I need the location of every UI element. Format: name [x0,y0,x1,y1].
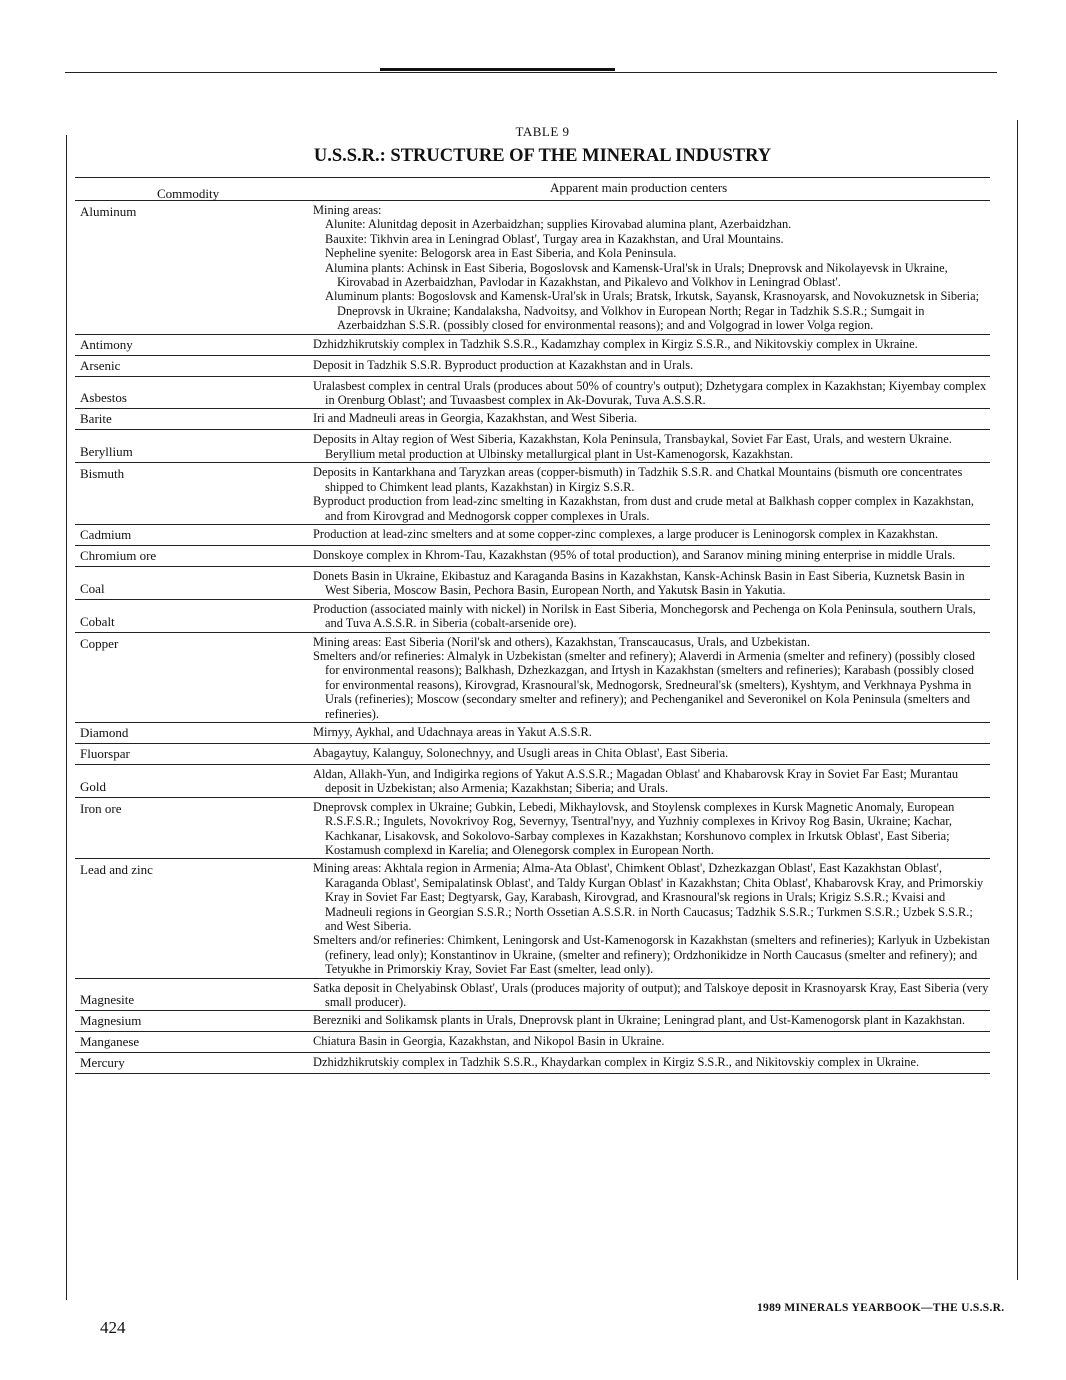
commodity-cell: Diamond [80,724,129,740]
production-center-text: Mining areas: Akhtala region in Armenia; Alma-Ata Oblast', Chimkent Oblast', Dzhezkazgan Oblast', East Kazakhstan Oblast', Karaganda Oblast', Semipalatinsk Oblast', and Taldy Kurgan Oblast' in Kazakhstan; Chita Oblast', Khabarovsk Kray, and Primorskiy Kray in Soviet Far East; Degtyarsk, Gay, Karabash, Kirovgrad, and Krasnoural'sk regions in Urals; Krigiz S.S.R.; Kvaisi and Madneuli regions in Georgian S.S.R.; North Ossetian A.S.S.R. in North Caucasus; Tadzhik S.S.R.; Turkmen S.S.R.; Uzbek S.S.R.; and West Siberia. [313,861,984,934]
table-row [75,1011,990,1032]
page-top-rule-accent [380,68,615,71]
table-row [75,1032,990,1053]
production-centers-cell [313,335,990,352]
left-margin-rule [66,135,67,1300]
right-margin-rule [1017,120,1018,1280]
production-center-text: Deposits in Altay region of West Siberia, Kazakhstan, Kola Peninsula, Transbaykal, Soviet Far East, Urals, and western Ukraine. Beryllium metal production at Ulbinsky metallurgical plant in Ust-Kamenogorsk, Kazakhstan. [313,432,952,461]
production-center-text: Alunite: Alunitdag deposit in Azerbaidzhan; supplies Kirovabad alumina plant, Azerbaidzhan. [325,217,792,232]
table-row [75,356,990,377]
production-center-text: Dzhidzhikrutskiy complex in Tadzhik S.S.R., Khaydarkan complex in Kirgiz S.S.R., and Nikitovskiy complex in Ukraine. [313,1055,920,1070]
production-centers-cell [313,525,990,542]
production-centers-cell [313,567,990,599]
table-row [75,525,990,546]
production-center-text: Dneprovsk complex in Ukraine; Gubkin, Lebedi, Mikhaylovsk, and Stoylensk complexes in Kursk Magnetic Anomaly, European R.S.F.S.R.; Ingulets, Novokrivoy Rog, Severnyy, Tsentral'nyy, and Yuzhniy complexes in Krivoy Rog Basin, Ukraine; Kachar, Kachkanar, Lisakovsk, and Sokolovo-Sarbay complexes in Kazakhstan; Korshunovo complex in Irkutsk Oblast', East Siberia; Kostamush complexd in Karelia; and Olenegorsk complex in European North. [313,799,955,857]
production-centers-cell [313,600,990,632]
commodity-cell: Coal [80,580,105,596]
table-title: U.S.S.R.: STRUCTURE OF THE MINERAL INDUSTRY [313,146,772,166]
production-center-text: Dzhidzhikrutskiy complex in Tadzhik S.S.R., Kadamzhay complex in Kirgiz S.S.R., and Nikitovskiy complex in Ukraine. [313,336,918,351]
production-centers-cell [313,744,990,761]
table-row [75,567,990,600]
commodity-cell: Gold [80,778,106,794]
table-row [75,859,990,978]
production-center-text: Donets Basin in Ukraine, Ekibastuz and Karaganda Basins in Kazakhstan, Kansk-Achinsk Basin in East Siberia, Kuznetsk Basin in West Siberia, Moscow Basin, Pechora Basin, European North, and Yakutsk Basin in Yakutia. [313,568,965,598]
page-number: 424 [100,1318,126,1337]
production-center-text: Iri and Madneuli areas in Georgia, Kazakhstan, and West Siberia. [313,411,638,426]
table-row [75,546,990,567]
commodity-cell: Cadmium [80,526,132,542]
production-center-text: Production at lead-zinc smelters and at some copper-zinc complexes, a large producer is Leninogorsk complex in Kazakhstan. [313,526,939,541]
table-row [75,463,990,525]
commodity-cell: Bismuth [80,466,125,482]
commodity-cell: Aluminum [80,204,137,219]
production-center-text: Byproduct production from lead-zinc smelting in Kazakhstan, from dust and crude metal at Balkhash copper complex in Kazakhstan, and from Kirovgrad and Mednogorsk copper complexes in Urals. [313,494,974,523]
commodity-cell: Lead and zinc [80,862,153,878]
table-row [75,600,990,633]
commodity-cell: Cobalt [80,613,115,629]
production-center-text: Uralasbest complex in central Urals (produces about 50% of country's output); Dzhetygara complex in Kazakhstan; Kiyembay complex in Orenburg Oblast'; and Tuvaasbest complex in Ak-Dovurak, Tuva A.S.S.R. [313,378,987,408]
table-body [75,201,990,1074]
production-centers-cell [313,798,990,859]
production-centers-cell [313,201,990,334]
production-center-text: Bauxite: Tikhvin area in Leningrad Oblast', Turgay area in Kazakhstan, and Ural Mountains. [325,231,784,246]
production-centers-cell [313,765,990,797]
commodity-cell: Copper [80,635,119,651]
column-header-commodity: Commodity [157,186,220,201]
table-row [75,409,990,430]
production-center-text: Aluminum plants: Bogoslovsk and Kamensk-Ural'sk in Urals; Bratsk, Irkutsk, Sayansk, Krasnoyarsk, and Novokuznetsk in Siberia; Dneprovsk in Ukraine; Kandalaksha, Nadvoitsy, and Volkhov in European North; Regar in Tadzhik S.S.R.; Sumgait in Azerbaidzhan S.S.R. (possibly closed for environmental reasons); and and Volgograd in lower Volga region. [325,289,980,333]
commodity-cell: Magnesium [80,1013,142,1029]
column-header-production-centers: Apparent main production centers [550,180,728,195]
table-frame [75,124,990,1074]
production-center-text: Chiatura Basin in Georgia, Kazakhstan, and Nikopol Basin in Ukraine. [313,1034,665,1049]
commodity-cell: Manganese [80,1034,140,1050]
production-center-text: Alumina plants: Achinsk in East Siberia, Bogoslovsk and Kamensk-Ural'sk in Urals; Dneprovsk and Nikolayevsk in Ukraine, Kirovabad in Azerbaidzhan, Pavlodar in Kazakhstan, and Pikalevo and Volkhov in Leningrad Oblast'. [325,260,948,290]
page-top-rule [65,72,997,73]
production-center-text: Donskoye complex in Khrom-Tau, Kazakhstan (95% of total production), and Saranov mining mining enterprise in middle Urals. [313,547,956,562]
table-row [75,1053,990,1074]
production-centers-cell [313,463,990,524]
production-centers-cell [313,1032,990,1049]
production-centers-cell [313,1053,990,1070]
production-centers-cell [313,979,990,1011]
commodity-cell: Beryllium [80,444,133,460]
production-centers-cell [313,377,990,409]
commodity-cell: Asbestos [80,390,127,406]
production-center-text: Aldan, Allakh-Yun, and Indigirka regions of Yakut A.S.S.R.; Magadan Oblast' and Khabarovsk Kray in Soviet Far East; Murantau deposit in Uzbekistan; also Armenia; Kazakhstan; Siberia; and Urals. [313,766,959,796]
commodity-cell: Chromium ore [80,547,157,563]
production-centers-cell [313,409,990,426]
commodity-cell: Iron ore [80,800,122,816]
commodity-cell: Arsenic [80,357,121,373]
production-center-text: Nepheline syenite: Belogorsk area in East Siberia, and Kola Peninsula. [325,246,677,261]
table-label: TABLE 9 [515,124,570,139]
production-center-text: Deposit in Tadzhik S.S.R. Byproduct production at Kazakhstan and in Urals. [313,357,694,372]
commodity-cell: Mercury [80,1055,125,1071]
production-centers-cell [313,633,990,722]
commodity-cell: Barite [80,411,112,427]
production-center-text: Mining areas: East Siberia (Noril'sk and others), Kazakhstan, Transcaucasus, Urals, and Uzbekistan. [313,634,811,649]
commodity-cell: Antimony [80,336,133,352]
table-row [75,633,990,723]
production-centers-cell [313,430,990,462]
table-row [75,335,990,356]
production-center-text: Smelters and/or refineries: Almalyk in Uzbekistan (smelter and refinery); Alaverdi in Armenia (smelter and refinery) (possibly closed for environmental reasons); Balkhash, Dzhezkazgan, and Irtysh in Kazakhstan (smelters and refineries); Karabash (possibly closed for environmental reasons), Kirovgrad, Krasnoural'sk, Mednogorsk, Sredneural'sk (smelters), Kyshtym, and Verkhnaya Pyshma in Urals (refineries); Moscow (secondary smelter and refinery); and Pechenganikel and Severonikel on Kola Peninsula (smelters and refineries). [313,648,976,721]
table-header [75,178,990,200]
production-centers-cell [313,546,990,563]
table-row [75,723,990,744]
commodity-cell: Magnesite [80,992,135,1008]
production-center-text: Abagaytuy, Kalanguy, Solonechnyy, and Usugli areas in Chita Oblast', East Siberia. [313,745,729,760]
production-center-text: Mirnyy, Aykhal, and Udachnaya areas in Yakut A.S.S.R. [313,724,592,739]
production-center-text: Production (associated mainly with nickel) in Norilsk in East Siberia, Monchegorsk and Pechenga on Kola Peninsula, southern Urals, and Tuva A.S.S.R. in Siberia (cobalt-arsenide ore). [313,601,976,631]
table-row [75,377,990,410]
production-centers-cell [313,723,990,740]
production-centers-cell [313,859,990,977]
table-row [75,744,990,765]
table-row [75,201,990,335]
production-center-text: Mining areas: [313,203,382,217]
table-row [75,430,990,463]
production-centers-cell [313,356,990,373]
commodity-cell: Fluorspar [80,745,130,761]
production-center-text: Berezniki and Solikamsk plants in Urals, Dneprovsk plant in Ukraine; Leningrad plant, and Ust-Kamenogorsk plant in Kazakhstan. [313,1013,966,1028]
production-center-text: Deposits in Kantarkhana and Taryzkan areas (copper-bismuth) in Tadzhik S.S.R. and Chatkal Mountains (bismuth ore concentrates shipped to Chimkent lead plants, Kazakhstan) in Kirgiz S.S.R. [313,465,963,494]
table-row [75,798,990,860]
table-row [75,765,990,798]
table-row [75,979,990,1012]
running-title: 1989 MINERALS YEARBOOK—THE U.S.S.R. [757,1302,1005,1314]
production-centers-cell [313,1011,990,1028]
production-center-text: Smelters and/or refineries: Chimkent, Leningorsk and Ust-Kamenogorsk in Kazakhstan (smelters and refineries); Karlyuk in Uzbekistan (refinery, lead only); Konstantinov in Ukraine, (smelter and refinery); Ordzhonikidze in North Caucasus (smelter and refinery); and Tetyukhe in Primorskiy Kray, Soviet Far East (smelter, lead only). [313,933,990,977]
production-center-text: Satka deposit in Chelyabinsk Oblast', Urals (produces majority of output); and Talskoye deposit in Krasnoyarsk Kray, East Siberia (very small producer). [313,980,989,1010]
